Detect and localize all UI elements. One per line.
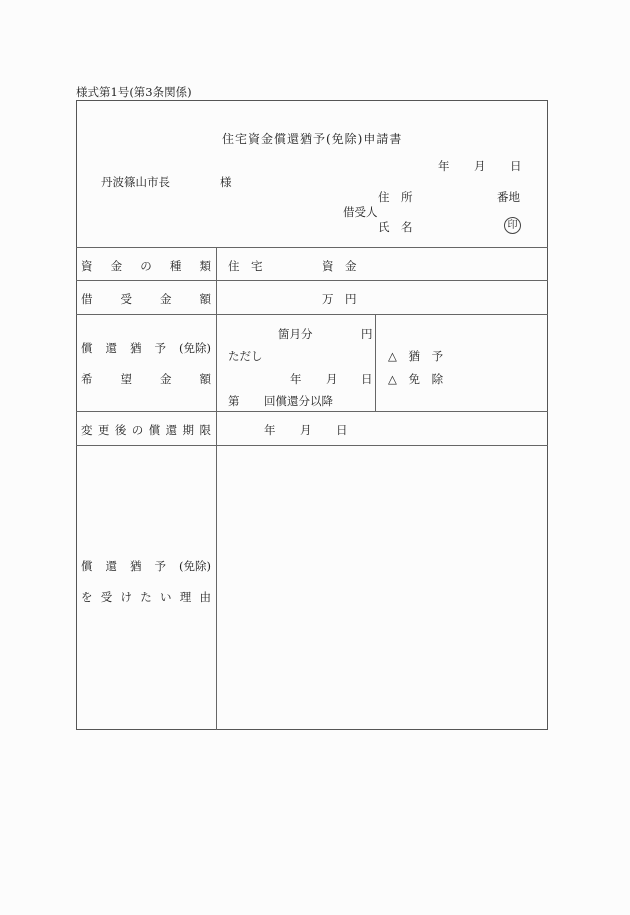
label-char: 後 bbox=[114, 423, 127, 437]
label-char: 金 bbox=[160, 292, 172, 306]
label-char: 予 bbox=[154, 559, 166, 573]
option-exemption[interactable] bbox=[388, 371, 443, 387]
loan-amount-unit-1: 万 bbox=[322, 292, 334, 306]
label-char: 望 bbox=[120, 372, 132, 386]
fund-type-value-a1: 住 bbox=[228, 259, 240, 273]
address-suffix: 番地 bbox=[497, 190, 520, 204]
label-char: の bbox=[131, 423, 144, 437]
label-char: た bbox=[140, 590, 152, 604]
fund-type-value-b1: 資 bbox=[322, 259, 334, 273]
date-day-label: 日 bbox=[510, 159, 522, 173]
label-char: 還 bbox=[165, 423, 178, 437]
divider bbox=[76, 445, 548, 446]
proviso-month-label: 月 bbox=[326, 372, 338, 386]
address-label-1: 住 bbox=[378, 190, 390, 204]
label-char: 償 bbox=[148, 423, 161, 437]
installment-prefix: 第 bbox=[228, 394, 240, 408]
label-char: 借 bbox=[81, 292, 93, 306]
triangle-mark-icon: △ bbox=[388, 349, 397, 363]
proviso-label: ただし bbox=[228, 349, 263, 363]
option-label-char: 予 bbox=[431, 349, 444, 363]
option-label-char: 除 bbox=[431, 372, 444, 386]
installment-suffix: 回償還分以降 bbox=[264, 394, 333, 408]
label-char: (免除) bbox=[179, 341, 211, 355]
label-char: 変 bbox=[81, 423, 93, 437]
new-deadline-label bbox=[81, 422, 211, 438]
address-label-2: 所 bbox=[401, 190, 413, 204]
label-char: 額 bbox=[199, 372, 211, 386]
label-char: 金 bbox=[110, 259, 123, 273]
label-char: 類 bbox=[199, 259, 211, 273]
label-char: 償 bbox=[81, 559, 93, 573]
fund-type-label bbox=[81, 258, 211, 274]
label-char: 由 bbox=[199, 590, 211, 604]
reason-label-line2 bbox=[81, 589, 211, 605]
column-subdivider bbox=[375, 314, 376, 411]
divider bbox=[76, 280, 548, 281]
label-char: 受 bbox=[100, 590, 113, 604]
requested-amount-label-line2 bbox=[81, 371, 211, 387]
label-char: 期 bbox=[182, 423, 195, 437]
label-char: の bbox=[140, 259, 152, 273]
fund-type-value-b2: 金 bbox=[345, 259, 357, 273]
addressee-honorific: 様 bbox=[220, 175, 232, 189]
label-char: 還 bbox=[105, 559, 117, 573]
label-char: い bbox=[160, 590, 172, 604]
label-char: け bbox=[120, 590, 132, 604]
months-share-label: 箇月分 bbox=[278, 327, 313, 341]
form-title: 住宅資金償還猶予(免除)申請書 bbox=[222, 132, 403, 146]
label-char: 受 bbox=[120, 292, 132, 306]
reason-text-area[interactable] bbox=[218, 447, 546, 728]
label-char: 償 bbox=[81, 341, 93, 355]
addressee-name: 丹波篠山市長 bbox=[101, 175, 170, 189]
proviso-year-label: 年 bbox=[290, 372, 302, 386]
yen-label: 円 bbox=[361, 327, 373, 341]
new-deadline-month: 月 bbox=[300, 423, 312, 437]
label-char: 資 bbox=[81, 259, 93, 273]
loan-amount-label bbox=[81, 291, 211, 307]
label-char: 猶 bbox=[130, 341, 142, 355]
column-divider bbox=[216, 247, 217, 730]
label-char: 金 bbox=[160, 372, 172, 386]
seal-mark: 印 bbox=[504, 217, 521, 234]
divider bbox=[76, 314, 548, 315]
label-char: 額 bbox=[199, 292, 211, 306]
label-char: 猶 bbox=[130, 559, 142, 573]
applicant-role: 借受人 bbox=[343, 205, 378, 219]
date-year-label: 年 bbox=[438, 159, 450, 173]
fund-type-value-a2: 宅 bbox=[251, 259, 263, 273]
name-label-1: 氏 bbox=[378, 220, 390, 234]
option-label-char: 猶 bbox=[408, 349, 421, 363]
label-char: 理 bbox=[179, 590, 192, 604]
triangle-mark-icon: △ bbox=[388, 372, 397, 386]
new-deadline-year: 年 bbox=[264, 423, 276, 437]
loan-amount-unit-2: 円 bbox=[345, 292, 357, 306]
date-month-label: 月 bbox=[474, 159, 486, 173]
divider bbox=[76, 411, 548, 412]
label-char: 予 bbox=[154, 341, 166, 355]
label-char: 種 bbox=[169, 259, 182, 273]
form-number-label: 様式第1号(第3条関係) bbox=[76, 85, 192, 99]
label-char: 還 bbox=[105, 341, 117, 355]
divider bbox=[76, 247, 548, 248]
new-deadline-day: 日 bbox=[336, 423, 348, 437]
label-char: 希 bbox=[81, 372, 93, 386]
label-char: 更 bbox=[97, 423, 110, 437]
proviso-day-label: 日 bbox=[361, 372, 373, 386]
reason-label-line1 bbox=[81, 558, 211, 574]
requested-amount-label-line1 bbox=[81, 340, 211, 356]
label-char: 限 bbox=[199, 423, 211, 437]
label-char: (免除) bbox=[179, 559, 211, 573]
option-deferral[interactable] bbox=[388, 348, 443, 364]
label-char: を bbox=[81, 590, 93, 604]
name-label-2: 名 bbox=[401, 220, 413, 234]
option-label-char: 免 bbox=[408, 372, 421, 386]
